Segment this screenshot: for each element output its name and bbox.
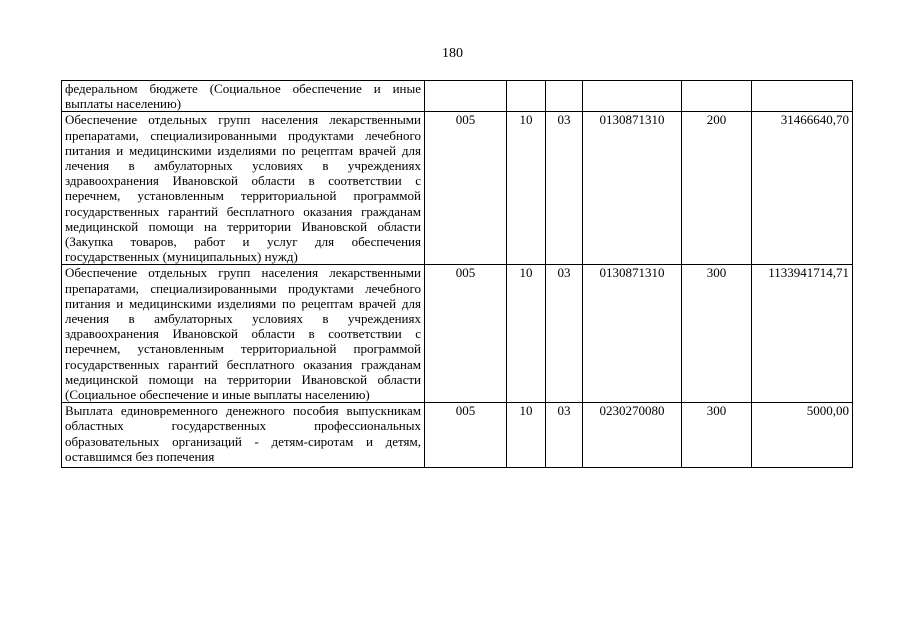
expense-type-code: 300 (682, 403, 752, 468)
row-description: федеральном бюджете (Социальное обеспечение и иные выплаты населению) (62, 81, 425, 112)
table-row (62, 403, 853, 468)
target-article-code (583, 81, 682, 112)
ministry-code: 005 (425, 403, 507, 468)
ministry-code: 005 (425, 265, 507, 403)
expense-type-code: 300 (682, 265, 752, 403)
table-row (62, 265, 853, 403)
subsection-code: 03 (546, 112, 583, 265)
table-row (62, 112, 853, 265)
page-number: 180 (442, 46, 463, 61)
section-code: 10 (507, 112, 546, 265)
subsection-code (546, 81, 583, 112)
target-article-code: 0130871310 (583, 265, 682, 403)
expense-type-code: 200 (682, 112, 752, 265)
section-code: 10 (507, 403, 546, 468)
target-article-code: 0130871310 (583, 112, 682, 265)
subsection-code: 03 (546, 403, 583, 468)
expense-type-code (682, 81, 752, 112)
amount-value: 5000,00 (752, 403, 853, 468)
target-article-code: 0230270080 (583, 403, 682, 468)
section-code (507, 81, 546, 112)
row-description: Обеспечение отдельных групп населения лекарственными препаратами, специализированными продуктами лечебного питания и медицинскими изделиями по рецептам врачей для лечения в амбулаторных условиях в учреждениях здравоохранения Ивановской области в соответствии с перечнем, установленным территориальной программой государственных гарантий бесплатного оказания гражданам медицинской помощи на территории Ивановской области (Социальное обеспечение и иные выплаты населению) (62, 265, 425, 403)
ministry-code (425, 81, 507, 112)
table-row (62, 81, 853, 112)
row-description: Обеспечение отдельных групп населения лекарственными препаратами, специализированными продуктами лечебного питания и медицинскими изделиями по рецептам врачей для лечения в амбулаторных условиях в учреждениях здравоохранения Ивановской области в соответствии с перечнем, установленным территориальной программой государственных гарантий бесплатного оказания гражданам медицинской помощи на территории Ивановской области (Закупка товаров, работ и услуг для обеспечения государственных (муниципальных) нужд) (62, 112, 425, 265)
row-description (62, 403, 425, 468)
ministry-code: 005 (425, 112, 507, 265)
section-code: 10 (507, 265, 546, 403)
amount-value: 31466640,70 (752, 112, 853, 265)
amount-value: 1133941714,71 (752, 265, 853, 403)
subsection-code: 03 (546, 265, 583, 403)
row-description-text: Выплата единовременного денежного пособия выпускникам областных государственных профессиональных образовательных организаций - детям-сиротам и детям, оставшимся без попечения (65, 403, 421, 464)
budget-table (61, 80, 853, 468)
amount-value (752, 81, 853, 112)
